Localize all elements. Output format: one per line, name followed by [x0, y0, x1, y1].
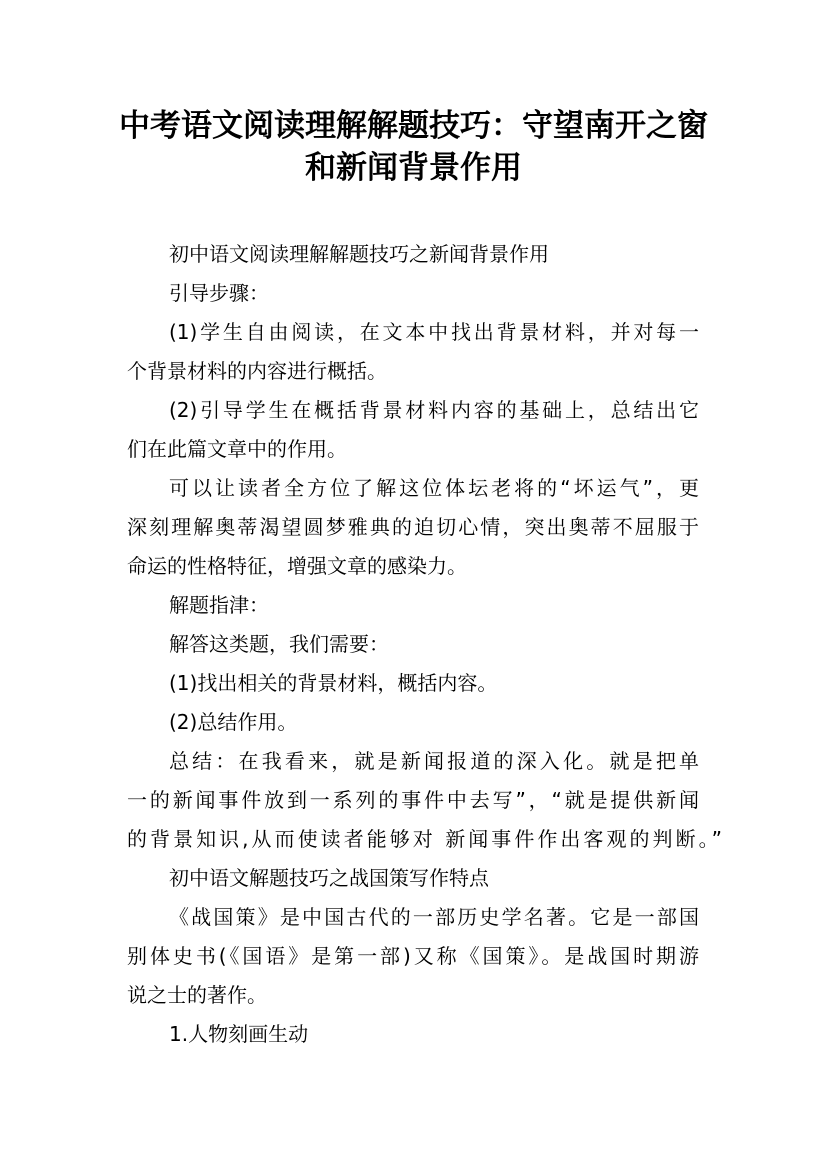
section-heading-zhanguoce: 初中语文解题技巧之战国策写作特点 — [169, 866, 489, 890]
paragraph-line: 可以让读者全方位了解这位体坛老将的“坏运气”，更 — [169, 476, 699, 500]
paragraph-line: (2)引导学生在概括背景材料内容的基础上，总结出它 — [169, 398, 699, 422]
document-title-line-2: 和新闻背景作用 — [305, 150, 522, 186]
paragraph-line: (2)总结作用。 — [169, 710, 298, 734]
document-title-line-1: 中考语文阅读理解解题技巧：守望南开之窗 — [119, 108, 708, 144]
paragraph-line: 命运的性格特征，增强文章的感染力。 — [127, 554, 467, 578]
paragraph-line: 总结：在我看来，就是新闻报道的深入化。就是把单 — [169, 749, 699, 773]
paragraph-line: 深刻理解奥蒂渴望圆梦雅典的迫切心情，突出奥蒂不屈服于 — [127, 515, 699, 539]
paragraph-line: 解题指津： — [169, 593, 269, 617]
paragraph-line: (1)找出相关的背景材料，概括内容。 — [169, 671, 498, 695]
paragraph-line: 引导步骤： — [169, 281, 269, 305]
paragraph-line: 1.人物刻画生动 — [169, 1022, 309, 1046]
paragraph-line: 的背景知识,从而使读者能够对 新闻事件作出客观的判断。” — [127, 827, 722, 851]
paragraph-line: 《战国策》是中国古代的一部历史学名著。它是一部国 — [169, 905, 699, 929]
paragraph-line: 别体史书(《国语》是第一部)又称《国策》。是战国时期游 — [127, 944, 699, 968]
paragraph-line: 说之士的著作。 — [127, 983, 267, 1007]
section-heading-news-background: 初中语文阅读理解解题技巧之新闻背景作用 — [169, 242, 549, 266]
paragraph-line: 们在此篇文章中的作用。 — [127, 437, 347, 461]
paragraph-line: 一的新闻事件放到一系列的事件中去写”，“就是提供新闻 — [127, 788, 699, 812]
paragraph-line: 个背景材料的内容进行概括。 — [127, 359, 387, 383]
paragraph-line: (1)学生自由阅读，在文本中找出背景材料，并对每一 — [169, 320, 699, 344]
paragraph-line: 解答这类题，我们需要： — [169, 632, 389, 656]
